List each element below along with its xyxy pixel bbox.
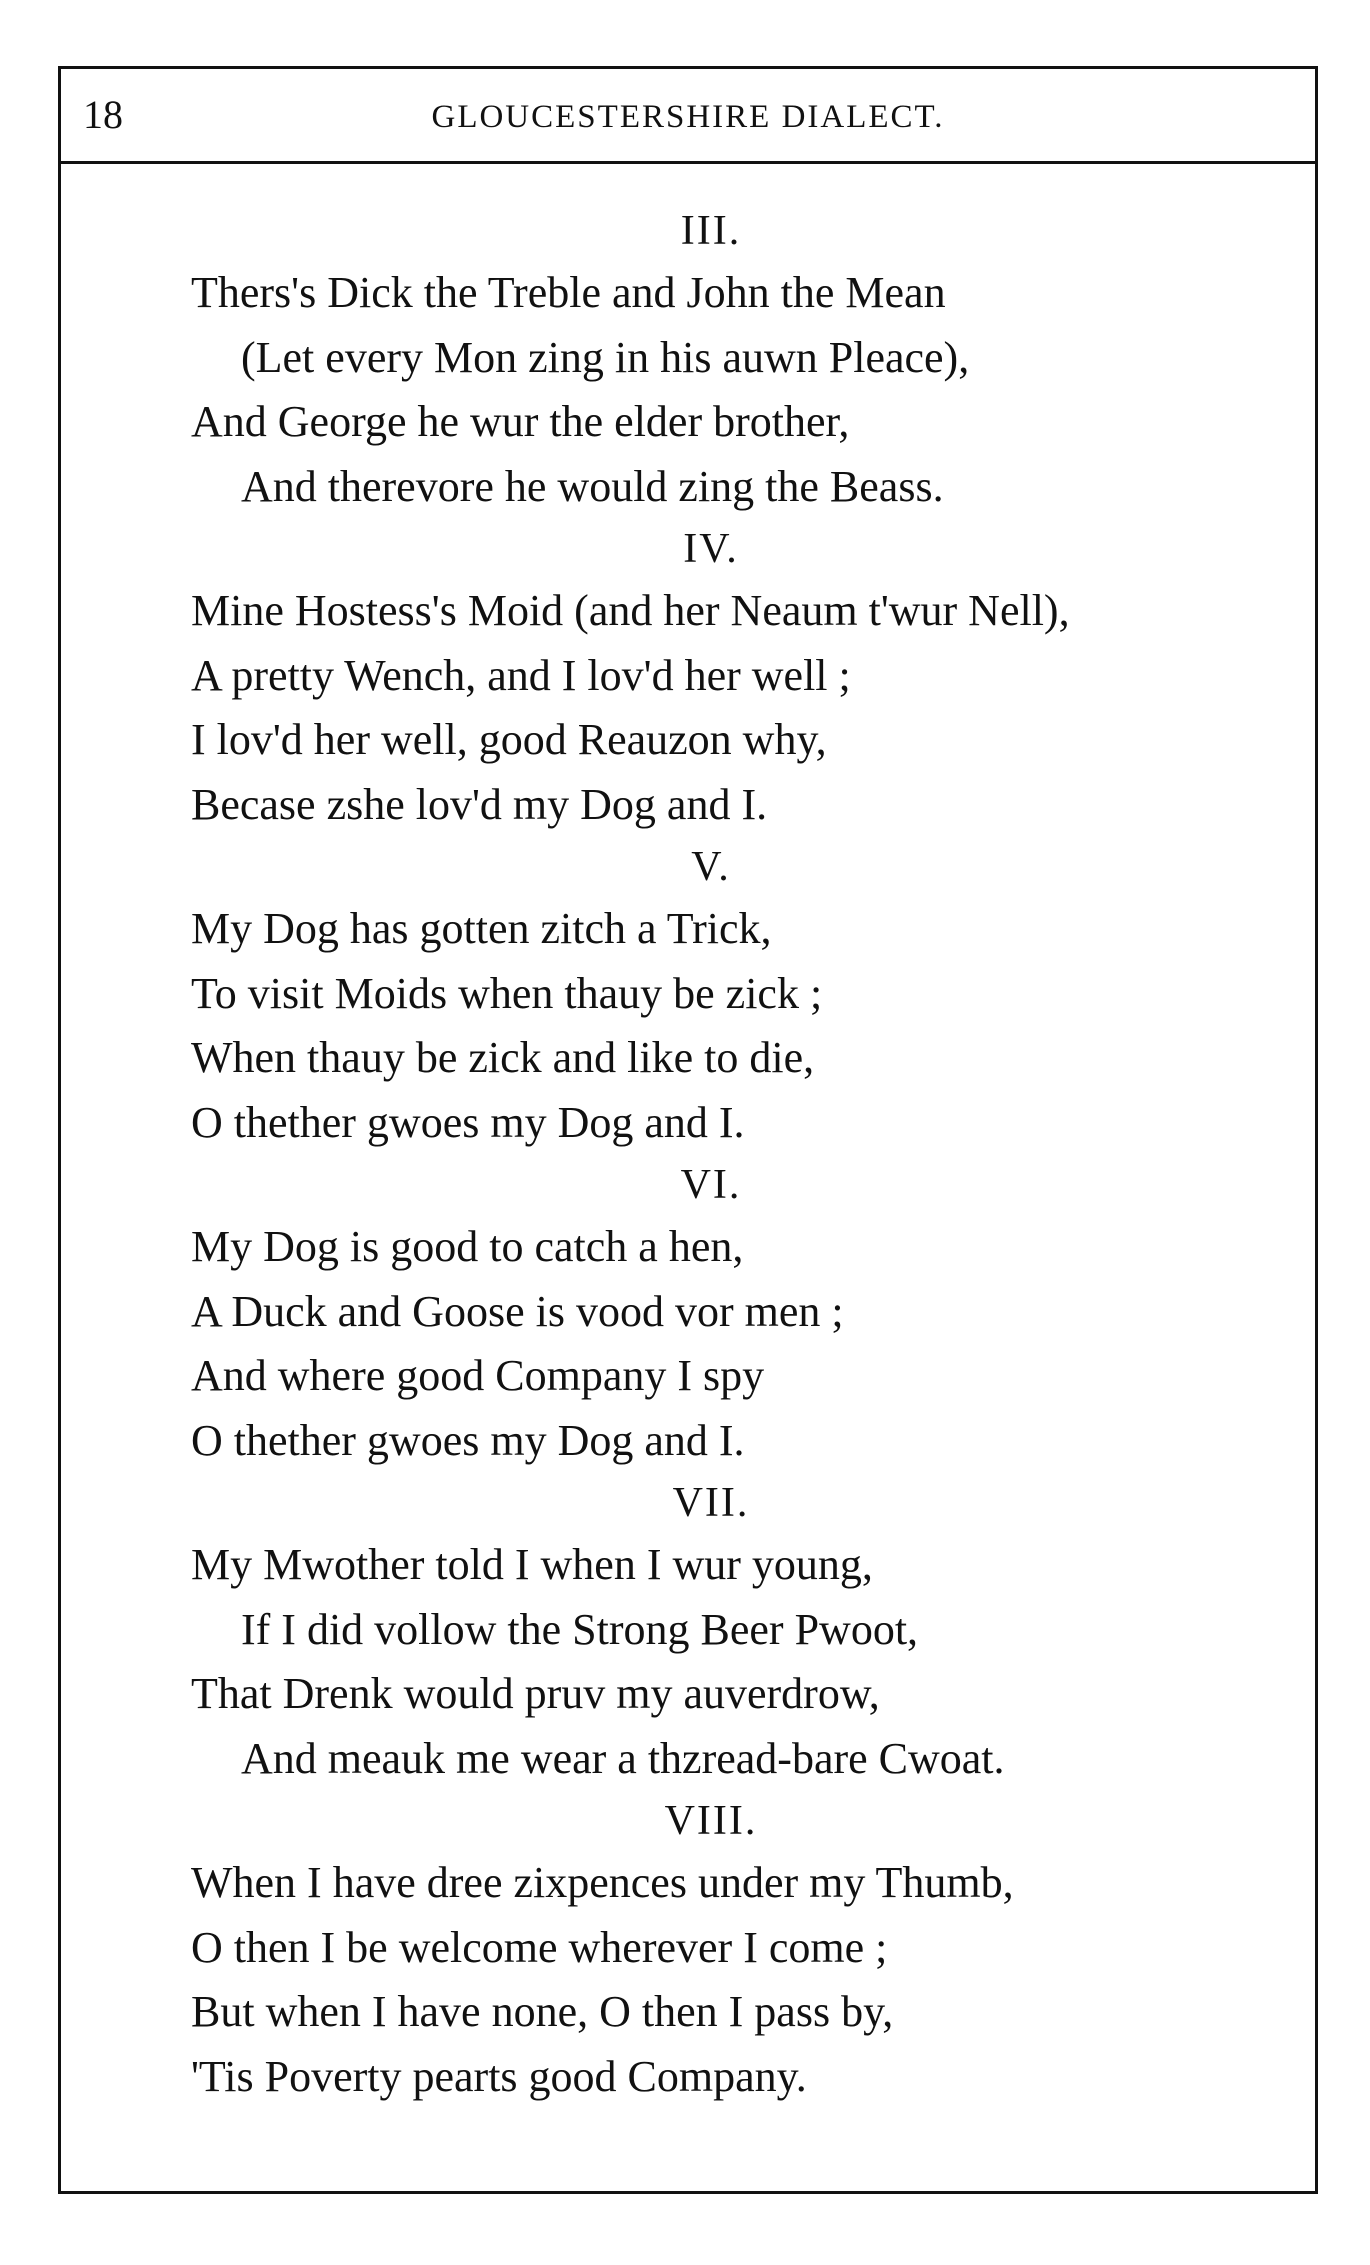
verse-line: When I have dree zixpences under my Thumb, xyxy=(191,1858,1014,1907)
verse-line: And George he wur the elder brother, xyxy=(191,397,850,446)
stanza-3 xyxy=(191,201,1251,519)
stanza-5 xyxy=(191,837,1251,1155)
verse-line: My Mwother told I when I wur young, xyxy=(191,1540,873,1589)
stanza-number: VII. xyxy=(672,1480,750,1526)
verse-line: (Let every Mon zing in his auwn Pleace), xyxy=(241,332,970,382)
verse-line: And therevore he would zing the Beass. xyxy=(241,461,944,511)
verse-line: I lov'd her well, good Reauzon why, xyxy=(191,715,827,764)
stanza-7 xyxy=(191,1473,1251,1791)
stanza-6 xyxy=(191,1155,1251,1473)
stanza-8 xyxy=(191,1791,1251,2109)
verse-line: Mine Hostess's Moid (and her Neaum t'wur Nell), xyxy=(191,586,1070,635)
verse-line: And where good Company I spy xyxy=(191,1351,765,1400)
verse-line: That Drenk would pruv my auverdrow, xyxy=(191,1669,880,1718)
verse-line: A Duck and Goose is vood vor men ; xyxy=(191,1286,844,1336)
stanza-number: VI. xyxy=(680,1162,742,1208)
verse-line: But when I have none, O then I pass by, xyxy=(191,1987,894,2036)
verse-line: A pretty Wench, and I lov'd her well ; xyxy=(191,650,851,700)
verse-line: O then I be welcome wherever I come ; xyxy=(191,1922,888,1972)
poem-body xyxy=(191,201,1251,2109)
verse-line: My Dog is good to catch a hen, xyxy=(191,1222,744,1271)
verse-line: 'Tis Poverty pearts good Company. xyxy=(191,2051,807,2101)
verse-line: And meauk me wear a thzread-bare Cwoat. xyxy=(241,1733,1005,1783)
stanza-number: VIII. xyxy=(664,1798,758,1844)
verse-line: If I did vollow the Strong Beer Pwoot, xyxy=(241,1604,919,1654)
page-frame xyxy=(58,66,1318,2194)
stanza-4 xyxy=(191,519,1251,837)
stanza-number: III. xyxy=(680,208,742,254)
stanza-number: IV. xyxy=(683,526,739,572)
verse-line: Thers's Dick the Treble and John the Mean xyxy=(191,268,946,317)
verse-line: Becase zshe lov'd my Dog and I. xyxy=(191,779,768,829)
verse-line: When thauy be zick and like to die, xyxy=(191,1033,815,1082)
verse-line: To visit Moids when thauy be zick ; xyxy=(191,968,823,1018)
verse-line: My Dog has gotten zitch a Trick, xyxy=(191,904,772,953)
header-rule xyxy=(61,161,1315,164)
page-number: 18 xyxy=(83,92,123,137)
stanza-number: V. xyxy=(691,844,731,890)
verse-line: O thether gwoes my Dog and I. xyxy=(191,1415,745,1465)
running-title: GLOUCESTERSHIRE DIALECT. xyxy=(431,99,945,135)
verse-line: O thether gwoes my Dog and I. xyxy=(191,1097,745,1147)
